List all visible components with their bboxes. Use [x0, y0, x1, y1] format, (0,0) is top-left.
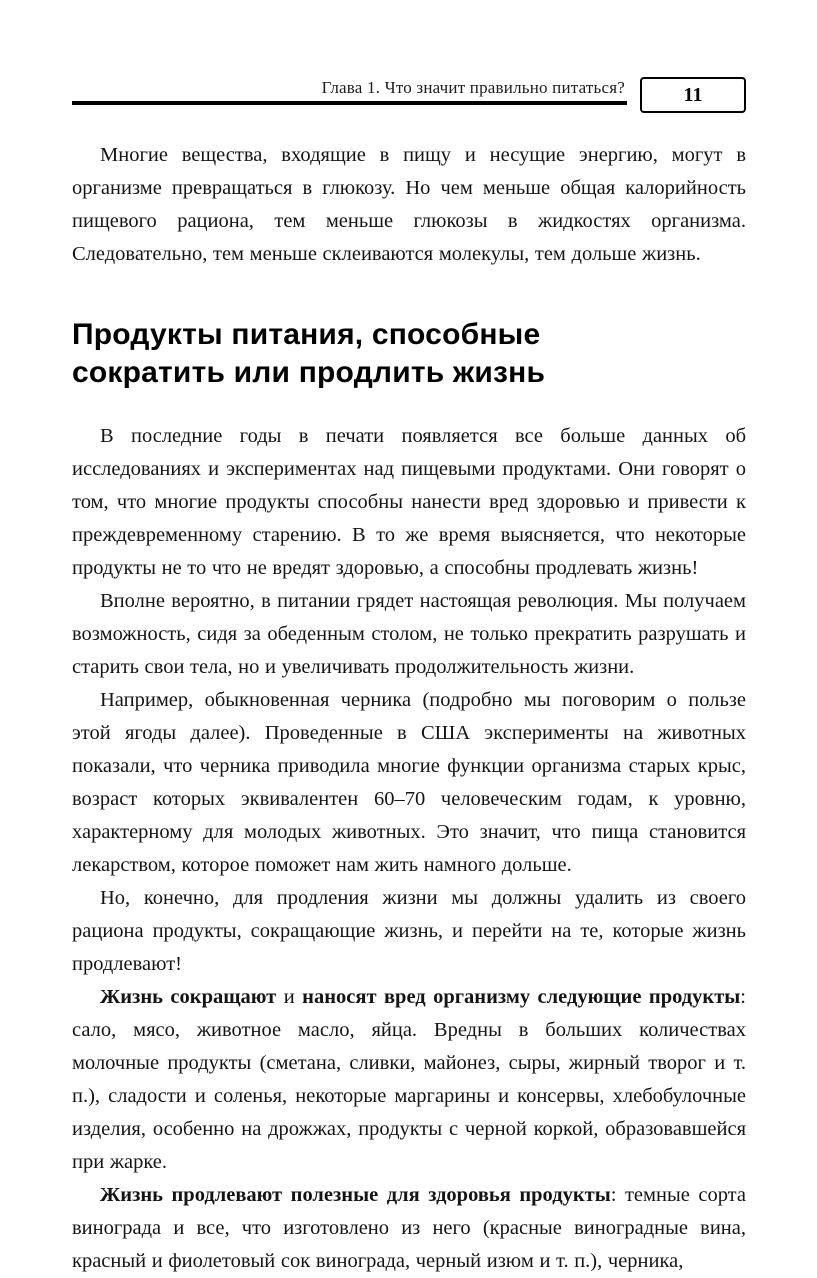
paragraph: Жизнь продлевают полезные для здоровья продукты: темные сорта винограда и все, что изготовлено из него (красные виноградные вина, красный и фиолетовый сок винограда, черный изюм и т. п.), черника, — [72, 1184, 746, 1272]
body-paragraphs — [72, 420, 746, 1278]
paragraph: Жизнь сокращают и наносят вред организму следующие продукты: сало, мясо, животное масло, яйца. Вредны в больших количествах молочные продукты (сметана, сливки, майонез, сыры, жирный творог и т. п.), сладости и соленья, некоторые маргарины и консервы, хлебобулочные изделия, особенно на дрожжах, продукты с черной коркой, образовавшейся при жарке. — [72, 986, 746, 1173]
header-rule — [72, 101, 627, 105]
page-header — [72, 77, 746, 113]
paragraph: В последние годы в печати появляется все больше данных об исследованиях и экспериментах над пищевыми продуктами. Они говорят о том, что многие продукты способны нанести вред здоровью и привести к преждевременному старению. В то же время выясняется, что некоторые продукты не то что не вредят здоровью, а способны продлевать жизнь! — [72, 425, 746, 579]
page-body — [72, 139, 746, 1278]
paragraph: Многие вещества, входящие в пищу и несущие энергию, могут в организме превращаться в глюкозу. Но чем меньше общая калорийность пищевого рациона, тем меньше глюкозы в жидкостях организма. Следовательно, тем меньше склеиваются молекулы, тем дольше жизнь. — [72, 144, 746, 265]
page-number-box — [640, 77, 746, 113]
running-head: Глава 1. Что значит правильно питаться? — [321, 78, 625, 97]
paragraph: Но, конечно, для продления жизни мы должны удалить из своего рациона продукты, сокращающие жизнь, и перейти на те, которые жизнь продлевают! — [72, 887, 746, 975]
paragraph: Например, обыкновенная черника (подробно мы поговорим о пользе этой ягоды далее). Проведенные в США эксперименты на животных показали, что черника приводила многие функции организма старых крыс, возраст которых эквивалентен 60–70 человеческим годам, к уровню, характерному для молодых животных. Это значит, что пища становится лекарством, которое поможет нам жить намного дольше. — [72, 689, 746, 876]
intro-paragraphs — [72, 139, 746, 271]
paragraph: Вполне вероятно, в питании грядет настоящая революция. Мы получаем возможность, сидя за обеденным столом, не только прекратить разрушать и старить свои тела, но и увеличивать продолжительность жизни. — [72, 590, 746, 678]
section-heading: Продукты питания, способные сократить или продлить жизнь — [72, 318, 546, 389]
page-number: 11 — [683, 83, 703, 106]
